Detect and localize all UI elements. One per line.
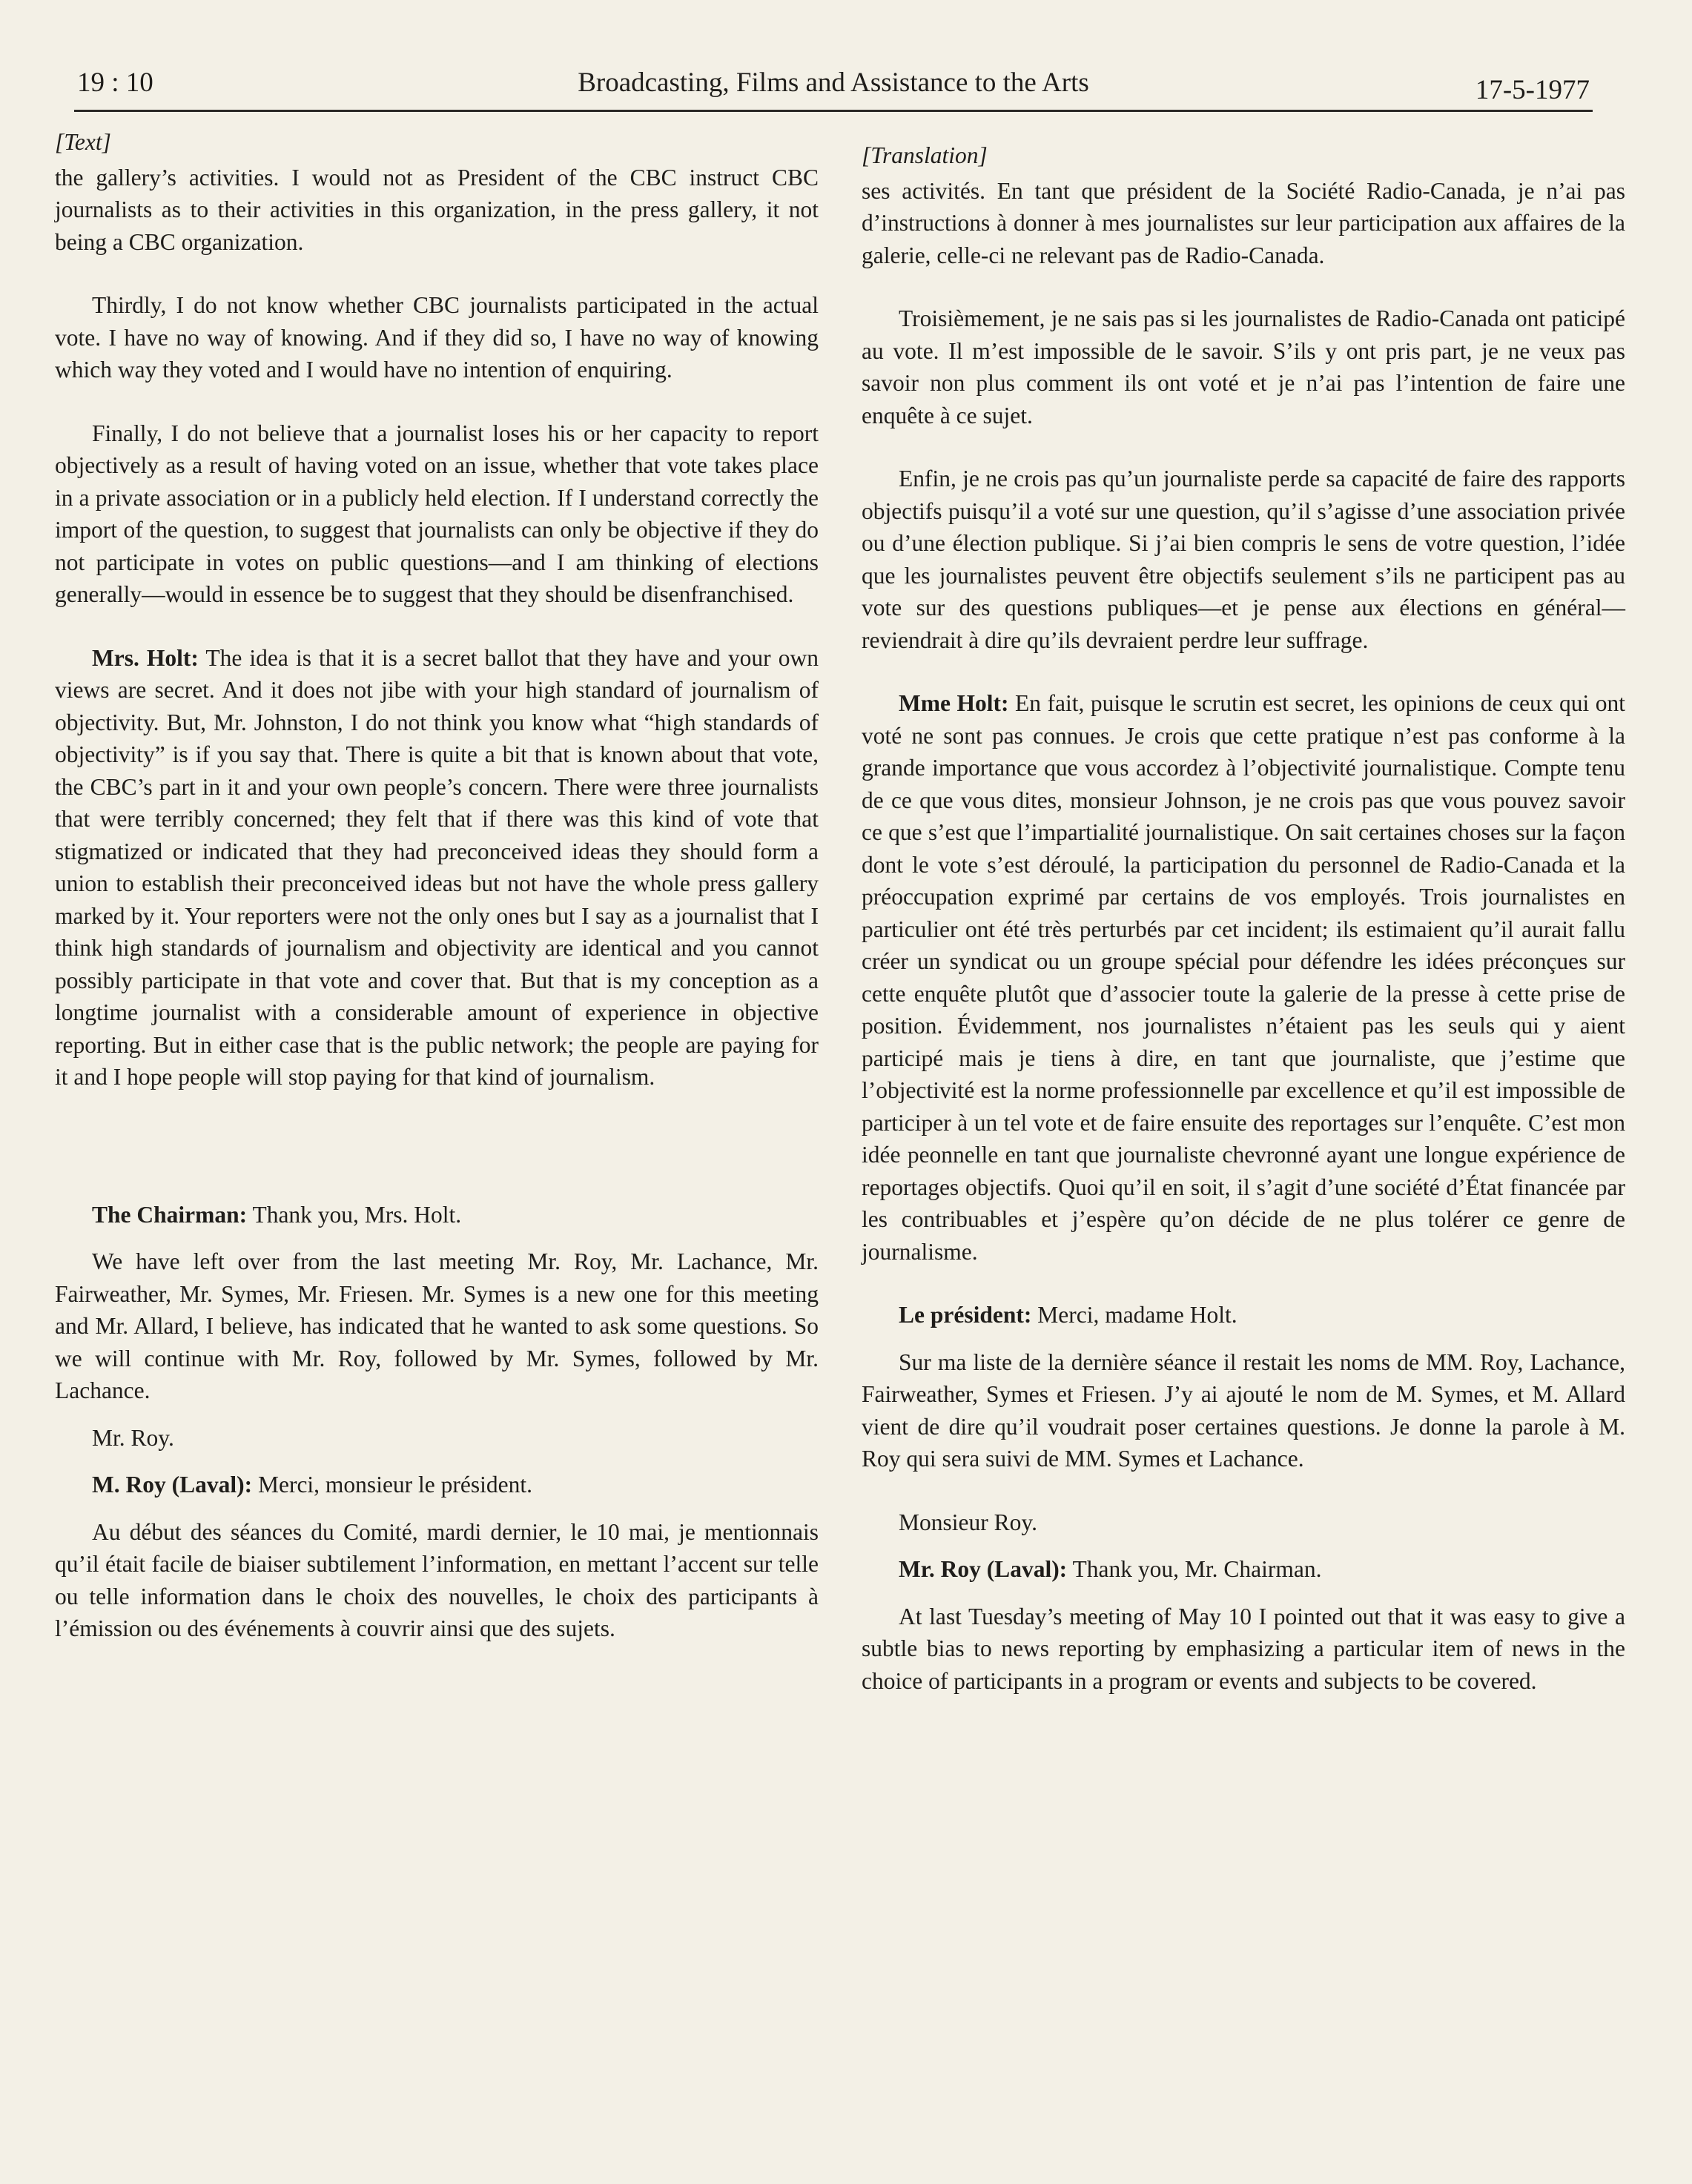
paragraph: Sur ma liste de la dernière séance il restait les noms de MM. Roy, Lachance, Fairweather, Symes et Friesen. J’y ai ajouté le nom de M. Symes, et M. Allard vient de dire qu’il voudrait poser certaines questions. Je donne la parole à M. Roy qui sera suivi de MM. Symes et Lachance.	[862, 1349, 1625, 1472]
paragraph: We have left over from the last meeting Mr. Roy, Mr. Lachance, Mr. Fairweather, Mr. Symes, Mr. Friesen. Mr. Symes is a new one for this meeting and Mr. Allard, I believe, has indicated that he wanted to ask some questions. So we will continue with Mr. Roy, followed by Mr. Symes, followed by Mr. Lachance.	[55, 1248, 819, 1403]
paragraph: Enfin, je ne crois pas qu’un journaliste perde sa capacité de faire des rapports objectifs puisqu’il a voté sur une question, qu’il s’agisse d’une association privée ou d’une élection publique. Si j’ai bien compris le sens de votre question, l’idée que les journalistes peuvent être objectifs seulement s’ils ne participent pas au vote sur des questions publiques—et je pense aux élections en général—reviendrait à dire qu’ils devraient perdre leur suffrage.	[862, 466, 1625, 653]
page-number: 19 : 10	[77, 67, 153, 98]
paragraph: the gallery’s activities. I would not as President of the CBC instruct CBC journalists as to their activities in this organization, in the press gallery, it not being a CBC organization.	[55, 164, 819, 255]
paragraph: Monsieur Roy.	[899, 1509, 1037, 1535]
paragraph: Au début des séances du Comité, mardi dernier, le 10 mai, je mentionnais qu’il était facile de biaiser subtilement l’information, en mettant l’accent sur telle ou telle information dans le choix des nouvelles, le choix des participants à l’émission ou des événements à couvrir ainsi que des sujets.	[55, 1518, 819, 1641]
paragraph: Finally, I do not believe that a journalist loses his or her capacity to report objectively as a result of having voted on an issue, whether that vote takes place in a private association or in a publicly held election. If I understand correctly the import of the question, to suggest that journalists can only be objective if they do not participate in votes on public questions—and I am thinking of elections generally—would in essence be to suggest that they should be disenfranchised.	[55, 420, 819, 607]
speaker-name: Mr. Roy (Laval):	[899, 1556, 1068, 1582]
speaker-name: Mrs. Holt:	[92, 644, 199, 671]
paragraph: At last Tuesday’s meeting of May 10 I pointed out that it was easy to give a subtle bias to news reporting by emphasizing a particular item of news in the choice of participants in a program or events and subjects to be covered.	[862, 1603, 1625, 1694]
paragraph: Thirdly, I do not know whether CBC journalists participated in the actual vote. I have no way of knowing. And if they did so, I have no way of knowing which way they voted and I would have no intention of enquiring.	[55, 292, 819, 383]
speaker-name: Le président:	[899, 1302, 1032, 1328]
french-column	[862, 139, 1625, 1728]
speech-text: Merci, monsieur le président.	[257, 1472, 532, 1498]
speaker-name: M. Roy (Laval):	[92, 1472, 253, 1498]
speech-paragraph	[55, 1469, 819, 1501]
paragraph: Mr. Roy.	[92, 1424, 174, 1451]
speech-paragraph	[862, 687, 1625, 1268]
speech-paragraph	[55, 642, 819, 1093]
speech-text: Thank you, Mr. Chairman.	[1072, 1556, 1322, 1582]
speaker-name: The Chairman:	[92, 1201, 248, 1228]
page-date: 17-5-1977	[1475, 75, 1590, 105]
speech-text: The idea is that it is a secret ballot that they have and your own views are secret. And it does not jibe with your high standard of journalism of objectivity. But, Mr. Johnston, I do not think you know what “high standards of objectivity” is if you say that. There is quite a bit that is known about that vote, the CBC’s part in it and your own people’s concern. There were three journalists that were terribly concerned; they felt that if there was this kind of vote that stigmatized or indicated that they had preconceived ideas they should form a union to establish their preconceived ideas but not have the whole press gallery marked by it. Your reporters were not the only ones but I say as a journalist that I think high standards of journalism and objectivity are identical and you cannot possibly participate in that vote and cover that. But that is my conception as a longtime journalist with a considerable amount of experience in objective reporting. But in either case that is the public network; the people are paying for it and I hope people will stop paying for that kind of journalism.	[55, 644, 819, 1090]
speech-text: Merci, madame Holt.	[1037, 1302, 1237, 1328]
paragraph: Troisièmement, je ne sais pas si les journalistes de Radio-Canada ont paticipé au vote. Il m’est impossible de le savoir. S’ils y ont pris part, je ne veux pas savoir non plus comment ils ont voté et je n’ai pas l’intention de faire une enquête à ce sujet.	[862, 305, 1625, 428]
page-header	[74, 58, 1593, 112]
column-language-label: [Text]	[55, 129, 111, 155]
speech-paragraph	[55, 1199, 819, 1231]
running-title: Broadcasting, Films and Assistance to the Arts	[578, 67, 1089, 98]
paragraph: ses activités. En tant que président de la Société Radio-Canada, je n’ai pas d’instructions à donner à mes journalistes sur leur participation aux affaires de la galerie, celle-ci ne relevant pas de Radio-Canada.	[862, 177, 1625, 268]
speech-paragraph	[862, 1553, 1625, 1586]
column-language-label: [Translation]	[862, 142, 988, 168]
speaker-name: Mme Holt:	[899, 690, 1009, 716]
english-column	[55, 126, 819, 1676]
speech-text: Thank you, Mrs. Holt.	[252, 1201, 462, 1228]
speech-paragraph	[862, 1299, 1625, 1331]
speech-text: En fait, puisque le scrutin est secret, les opinions de ceux qui ont voté ne sont pas connues. Je crois que cette pratique n’est pas conforme à la grande importance que vous accordez à l’objectivité journalistique. Compte tenu de ce que vous dites, monsieur Johnson, je ne crois pas que vous pouvez savoir ce que s’est que l’impartialité journalistique. On sait certaines choses sur la façon dont le vote s’est déroulé, la participation du personnel de Radio-Canada et la préoccupation exprimé par certains de vos employés. Trois journalistes en particulier ont été très perturbés par cet incident; ils estimaient qu’il aurait fallu créer un syndicat ou un groupe spécial pour défendre les idées préconçues sur cette enquête plutôt que d’associer toute la galerie de la presse à cette prise de position. Évidemment, nos journalistes n’étaient pas les seuls qui y aient participé mais je tiens à dire, en tant que journaliste, que j’estime que l’objectivité est la norme professionnelle par excellence et qu’il est impossible de participer à un tel vote et de faire ensuite des reportages sur l’enquête. C’est mon idée peonnelle en tant que journaliste chevronné ayant une longue expérience de reportages objectifs. Quoi qu’il en soit, il s’agit d’une société d’État financée par les contribuables et j’espère qu’on décide de ne plus tolérer ce genre de journalisme.	[862, 690, 1626, 1265]
